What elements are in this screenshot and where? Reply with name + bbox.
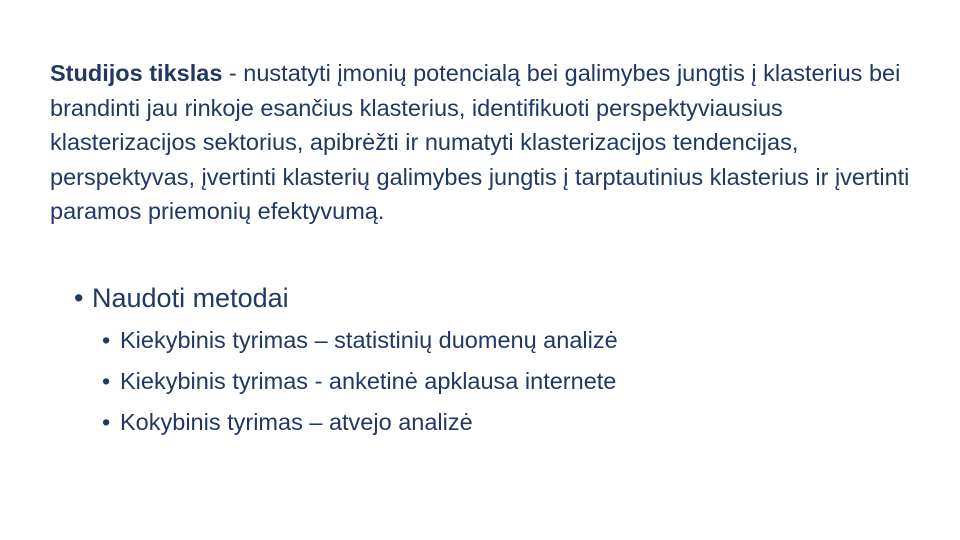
method-item-label: Kiekybinis tyrimas – statistinių duomenų analizė <box>120 327 618 353</box>
methods-title: Naudoti metodai <box>92 283 289 313</box>
bullet-icon: • <box>102 327 111 353</box>
list-item <box>102 361 914 402</box>
bullet-icon: • <box>102 368 111 394</box>
bullet-icon: • <box>102 409 111 435</box>
list-item <box>102 320 914 361</box>
methods-title-item <box>74 281 914 315</box>
method-item-label: Kokybinis tyrimas – atvejo analizė <box>120 409 473 435</box>
bullet-icon: • <box>74 283 84 313</box>
methods-section <box>74 281 914 443</box>
method-item-label: Kiekybinis tyrimas - anketinė apklausa internete <box>120 368 617 394</box>
study-goal-text: - nustatyti įmonių potencialą bei galimybes jungtis į klasterius bei brandinti jau rinkoje esančius klasterius, identifikuoti perspektyviausius klasterizacijos sektorius, apibrėžti ir numatyti klasterizacijos tendencijas, perspektyvas, įvertinti klasterių galimybes jungtis į tarptautinius klasterius ir įvertinti paramos priemonių efektyvumą. <box>50 60 910 224</box>
study-goal-label: Studijos tikslas <box>50 60 223 86</box>
study-goal-paragraph <box>50 56 930 229</box>
methods-list <box>74 320 914 443</box>
list-item <box>102 402 914 443</box>
